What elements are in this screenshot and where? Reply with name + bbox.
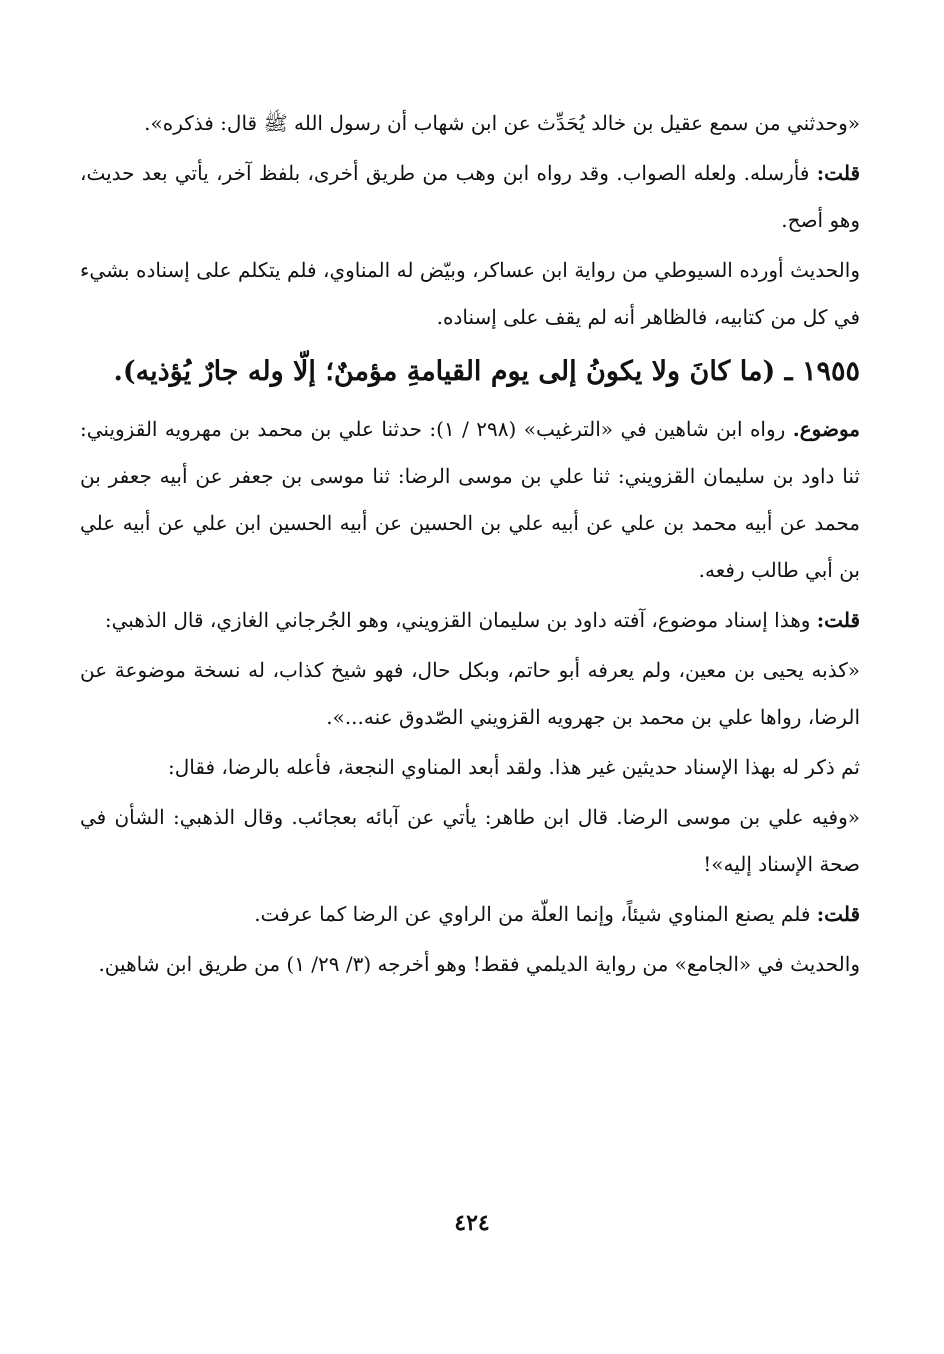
paragraph-comment (80, 150, 860, 244)
paragraph-text: «وفيه علي بن موسى الرضا. قال ابن طاهر: يأتي عن آبائه بعجائب. وقال الذهبي: الشأن في صحة الإسناد إليه»! (80, 805, 860, 876)
paragraph-quote (80, 794, 860, 888)
paragraph-quote (80, 647, 860, 741)
paragraph-text: فأرسله. ولعله الصواب. وقد رواه ابن وهب من طريق أخرى، بلفظ آخر، يأتي بعد حديث، وهو أصح. (80, 161, 860, 232)
paragraph-comment (80, 891, 860, 938)
paragraph-text: «كذبه يحيى بن معين، ولم يعرفه أبو حاتم، وبكل حال، فهو شيخ كذاب، له نسخة موضوعة عن الرضا، رواها علي بن محمد بن جهرويه القزويني الصّدوق عنه...». (80, 658, 860, 729)
paragraph-note (80, 744, 860, 791)
paragraph-lead: قلت: (816, 902, 860, 926)
paragraph-text: ثم ذكر له بهذا الإسناد حديثين غير هذا. ولقد أبعد المناوي النجعة، فأعله بالرضا، فقال: (168, 755, 860, 779)
paragraph-text: فلم يصنع المناوي شيئاً، وإنما العلّة من الراوي عن الرضا كما عرفت. (254, 902, 817, 926)
hadith-number: ١٩٥٥ (801, 356, 860, 387)
paragraph-lead: موضوع. (792, 417, 860, 441)
paragraph-grading (80, 406, 860, 594)
hadith-text: ـ (ما كانَ ولا يكونُ إلى يوم القيامةِ مؤمنٌ؛ إلّا وله جارٌ يُؤذيه). (113, 356, 802, 387)
paragraph-text: والحديث في «الجامع» من رواية الديلمي فقط! وهو أخرجه (٣/ ٢٩/ ١) من طريق ابن شاهين. (98, 952, 860, 976)
paragraph-note (80, 941, 860, 988)
paragraph-text: رواه ابن شاهين في «الترغيب» (٢٩٨ / ١): حدثنا علي بن محمد بن مهرويه القزويني: ثنا داود بن سليمان القزويني: ثنا علي بن موسى الرضا: ثنا موسى بن جعفر عن أبيه جعفر بن محمد عن أبيه محمد بن علي عن أبيه علي بن الحسين عن أبيه الحسين ابن علي عن أبيه علي بن أبي طالب رفعه. (80, 417, 860, 582)
page-number: ٤٢٤ (454, 1210, 490, 1236)
paragraph-text: والحديث أورده السيوطي من رواية ابن عساكر، وبيّض له المناوي، فلم يتكلم على إسناده بشيء في كل من كتابيه، فالظاهر أنه لم يقف على إسناده. (80, 258, 860, 329)
paragraph-text: وهذا إسناد موضوع، آفته داود بن سليمان القزويني، وهو الجُرجاني الغازي، قال الذهبي: (104, 608, 817, 632)
hadith-heading (80, 344, 860, 400)
paragraph-note (80, 247, 860, 341)
paragraph-lead: قلت: (816, 608, 860, 632)
paragraph-hadith-quote (80, 100, 860, 147)
paragraph-lead: قلت: (816, 161, 860, 185)
paragraph-comment (80, 597, 860, 644)
paragraph-text: «وحدثني من سمع عقيل بن خالد يُحَدِّث عن ابن شهاب أن رسول الله ﷺ قال: فذكره». (144, 111, 860, 135)
